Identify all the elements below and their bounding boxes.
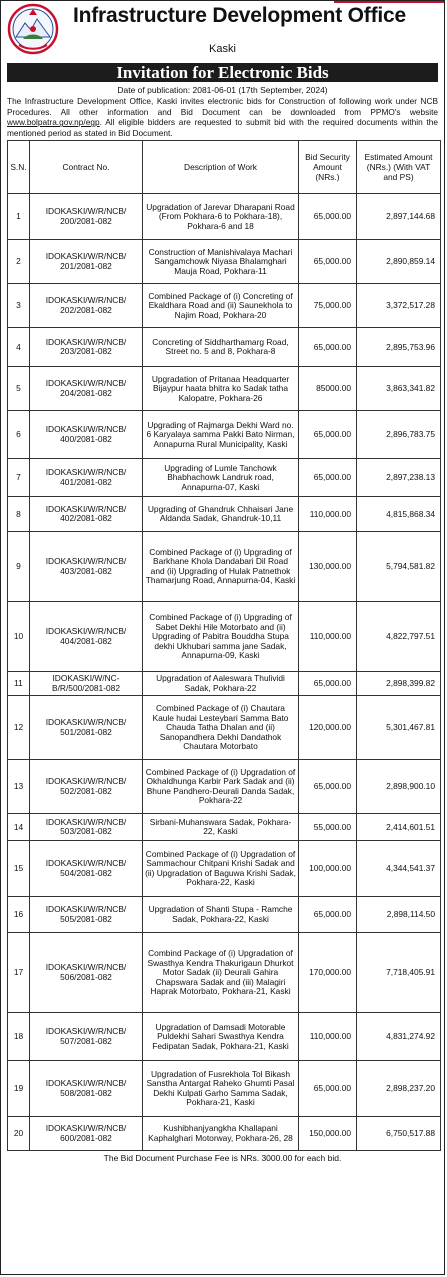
table-row [8, 897, 441, 933]
row-bid-security: 100,000.00 [299, 841, 357, 897]
row-estimated-amount: 4,815,868.34 [357, 497, 441, 532]
row-contract-no: IDOKASKI/W/R/NCB/ 600/2081-082 [30, 1117, 143, 1151]
row-description: Upgrading of Lumle Tanchowk Bhabhachowk Landruk road, Annapurna-07, Kaski [143, 459, 299, 497]
row-sn: 5 [8, 367, 30, 411]
row-description: Concreting of Siddharthamarg Road, Street no. 5 and 8, Pokhara-8 [143, 328, 299, 367]
row-estimated-amount: 4,831,274.92 [357, 1013, 441, 1061]
table-header-row [8, 141, 441, 194]
row-description: Upgradation of Shanti Stupa - Ramche Sadak, Pokhara-22, Kaski [143, 897, 299, 933]
row-description: Combined Package of (i) Concreting of Ekaldhara Road and (ii) Saunekhola to Najim Road, Pokhara-20 [143, 284, 299, 328]
table-row [8, 367, 441, 411]
row-estimated-amount: 2,890,859.14 [357, 240, 441, 284]
row-contract-no: IDOKASKI/W/R/NCB/ 201/2081-082 [30, 240, 143, 284]
row-contract-no: IDOKASKI/W/NC-B/R/500/2081-082 [30, 672, 143, 696]
table-row [8, 1061, 441, 1117]
table-row [8, 497, 441, 532]
row-contract-no: IDOKASKI/W/R/NCB/ 401/2081-082 [30, 459, 143, 497]
table-row [8, 814, 441, 841]
header-contract-no: Contract No. [30, 141, 143, 194]
row-sn: 2 [8, 240, 30, 284]
row-bid-security: 65,000.00 [299, 897, 357, 933]
bid-table [7, 140, 441, 1151]
row-contract-no: IDOKASKI/W/R/NCB/ 200/2081-082 [30, 194, 143, 240]
header [1, 1, 444, 63]
row-estimated-amount: 2,895,753.96 [357, 328, 441, 367]
row-description: Construction of Manishivalaya Machari Sangamchowk Niyasa Bhalamghari Mauja Road, Pokhara-11 [143, 240, 299, 284]
row-bid-security: 110,000.00 [299, 1013, 357, 1061]
row-sn: 6 [8, 411, 30, 459]
row-estimated-amount: 2,897,144.68 [357, 194, 441, 240]
office-name: Infrastructure Development Office [73, 4, 406, 27]
row-description: Combined Package of (i) Upgrading of Barkhane Khola Dandabari Dil Road and (ii) Upgrading of Hulak Patnethok Thamarjung Road, Annapurna-04, Kaski [143, 532, 299, 602]
row-bid-security: 65,000.00 [299, 411, 357, 459]
row-bid-security: 65,000.00 [299, 459, 357, 497]
row-description: Upgrading of Ghandruk Chhaisari Jane Aldanda Sadak, Ghandruk-10,11 [143, 497, 299, 532]
row-sn: 15 [8, 841, 30, 897]
row-description: Combined Package of (i) Upgradation of Sammachour Chitpani Krishi Sadak and (ii) Upgradation of Baguwa Krishi Sadak, Pokhara-22, Kaski [143, 841, 299, 897]
row-bid-security: 65,000.00 [299, 194, 357, 240]
table-row [8, 672, 441, 696]
table-row [8, 602, 441, 672]
ppmo-website-link[interactable]: www.bolpatra.gov.np/egp [7, 117, 100, 128]
intro-text: The Infrastructure Development Office, Kaski invites electronic bids for Construction of following work under NCB Procedures. All other information and Bid Document can be downloaded from PPMO's website [7, 96, 438, 117]
row-contract-no: IDOKASKI/W/R/NCB/ 504/2081-082 [30, 841, 143, 897]
row-contract-no: IDOKASKI/W/R/NCB/ 400/2081-082 [30, 411, 143, 459]
row-estimated-amount: 2,897,238.13 [357, 459, 441, 497]
row-contract-no: IDOKASKI/W/R/NCB/ 501/2081-082 [30, 696, 143, 760]
row-description: Combined Package of (i) Upgrading of Sabet Dekhi Hile Motorbato and (ii) Upgrading of Pabitra Bouddha Stupa dekhi Ukhubari samma jane Sadak, Annapurna-09, Kaski [143, 602, 299, 672]
row-estimated-amount: 2,414,601.51 [357, 814, 441, 841]
row-contract-no: IDOKASKI/W/R/NCB/ 203/2081-082 [30, 328, 143, 367]
row-description: Combined Package of (i) Chautara Kaule hudai Lesteybari Samma Bato Chauda Tatha Dhalan and (ii) Sanopandhera Dekhi Dandathok Chautara Motorbato [143, 696, 299, 760]
table-row [8, 240, 441, 284]
row-description: Upgradation of Pritanaa Headquarter Bijaypur haata bhitra ko Sadak tatha Kalopatre, Pokhara-26 [143, 367, 299, 411]
table-row [8, 841, 441, 897]
row-estimated-amount: 2,896,783.75 [357, 411, 441, 459]
table-row [8, 1013, 441, 1061]
row-estimated-amount: 2,898,114.50 [357, 897, 441, 933]
row-contract-no: IDOKASKI/W/R/NCB/ 503/2081-082 [30, 814, 143, 841]
row-bid-security: 120,000.00 [299, 696, 357, 760]
district-name: Kaski [209, 43, 236, 55]
row-contract-no: IDOKASKI/W/R/NCB/ 507/2081-082 [30, 1013, 143, 1061]
header-bid-security: Bid Security Amount (NRs.) [299, 141, 357, 194]
row-description: Upgradation of Jarevar Dharapani Road (From Pokhara-6 to Pokhara-18), Pokhara-6 and 18 [143, 194, 299, 240]
row-sn: 18 [8, 1013, 30, 1061]
row-contract-no: IDOKASKI/W/R/NCB/ 508/2081-082 [30, 1061, 143, 1117]
row-sn: 20 [8, 1117, 30, 1151]
table-row [8, 1117, 441, 1151]
row-estimated-amount: 5,301,467.81 [357, 696, 441, 760]
row-description: Upgradation of Fusrekhola Tol Bikash Sanstha Antargat Raheko Ghumti Pasal Dekhi Kulpati Garho Samma Sadak, Pokhara-21, Kaski [143, 1061, 299, 1117]
row-sn: 13 [8, 760, 30, 814]
row-sn: 7 [8, 459, 30, 497]
row-bid-security: 110,000.00 [299, 602, 357, 672]
row-description: Upgradation of Damsadi Motorable Puldekhi Sahari Swasthya Kendra Fedipatan Sadak, Pokhara-21, Kaski [143, 1013, 299, 1061]
table-row [8, 933, 441, 1013]
row-contract-no: IDOKASKI/W/R/NCB/ 202/2081-082 [30, 284, 143, 328]
table-row [8, 459, 441, 497]
table-row [8, 284, 441, 328]
row-description: Kushibhanjyangkha Khallapani Kaphalghari Motorway, Pokhara-26, 28 [143, 1117, 299, 1151]
row-contract-no: IDOKASKI/W/R/NCB/ 502/2081-082 [30, 760, 143, 814]
row-contract-no: IDOKASKI/W/R/NCB/ 404/2081-082 [30, 602, 143, 672]
row-bid-security: 65,000.00 [299, 240, 357, 284]
publication-date: Date of publication: 2081-06-01 (17th September, 2024) [117, 85, 328, 95]
row-sn: 17 [8, 933, 30, 1013]
purchase-fee-note: The Bid Document Purchase Fee is NRs. 3000.00 for each bid. [103, 1153, 342, 1164]
row-sn: 19 [8, 1061, 30, 1117]
row-bid-security: 85000.00 [299, 367, 357, 411]
row-sn: 4 [8, 328, 30, 367]
row-contract-no: IDOKASKI/W/R/NCB/ 402/2081-082 [30, 497, 143, 532]
row-bid-security: 170,000.00 [299, 933, 357, 1013]
row-bid-security: 65,000.00 [299, 328, 357, 367]
row-contract-no: IDOKASKI/W/R/NCB/ 403/2081-082 [30, 532, 143, 602]
row-bid-security: 65,000.00 [299, 1061, 357, 1117]
row-sn: 9 [8, 532, 30, 602]
row-estimated-amount: 4,822,797.51 [357, 602, 441, 672]
row-estimated-amount: 2,898,399.82 [357, 672, 441, 696]
row-sn: 16 [8, 897, 30, 933]
row-contract-no: IDOKASKI/W/R/NCB/ 204/2081-082 [30, 367, 143, 411]
row-description: Combind Package of (i) Upgradation of Swasthya Kendra Thakurigaun Dhurkot Motor Sadak (ii) Deurali Gahira Chapswara Sadak and (iii) Malagiri Haprak Motorbato, Pokhara-21, Kaski [143, 933, 299, 1013]
row-estimated-amount: 4,344,541.37 [357, 841, 441, 897]
table-row [8, 411, 441, 459]
header-description: Description of Work [143, 141, 299, 194]
row-estimated-amount: 3,863,341.82 [357, 367, 441, 411]
row-sn: 8 [8, 497, 30, 532]
table-row [8, 328, 441, 367]
row-estimated-amount: 6,750,517.88 [357, 1117, 441, 1151]
intro-text-end: . All eligible bidders are requested to submit bid with the required documents within the mentioned period as stated in Bid Document. [7, 117, 438, 138]
row-estimated-amount: 7,718,405.91 [357, 933, 441, 1013]
row-bid-security: 65,000.00 [299, 672, 357, 696]
row-description: Upgradation of Aaleswara Thulividi Sadak, Pokhara-22 [143, 672, 299, 696]
row-estimated-amount: 2,898,900.10 [357, 760, 441, 814]
notice-banner: Invitation for Electronic Bids [7, 63, 438, 82]
table-row [8, 194, 441, 240]
table-row [8, 696, 441, 760]
table-row [8, 760, 441, 814]
row-sn: 11 [8, 672, 30, 696]
row-contract-no: IDOKASKI/W/R/NCB/ 505/2081-082 [30, 897, 143, 933]
row-sn: 3 [8, 284, 30, 328]
row-estimated-amount: 2,898,237.20 [357, 1061, 441, 1117]
row-sn: 10 [8, 602, 30, 672]
row-sn: 14 [8, 814, 30, 841]
row-sn: 1 [8, 194, 30, 240]
row-description: Sirbani-Muhanswara Sadak, Pokhara-22, Kaski [143, 814, 299, 841]
row-description: Combined Package of (i) Upgradation of Okhaldhunga Karbir Park Sadak and (ii) Bhune Pandhero-Deurali Danda Sadak, Pokhara-22 [143, 760, 299, 814]
intro-paragraph [1, 96, 444, 138]
row-bid-security: 75,000.00 [299, 284, 357, 328]
header-estimated-amount: Estimated Amount (NRs.) (With VAT and PS) [357, 141, 441, 194]
row-bid-security: 130,000.00 [299, 532, 357, 602]
row-estimated-amount: 3,372,517.28 [357, 284, 441, 328]
table-row [8, 532, 441, 602]
row-bid-security: 65,000.00 [299, 760, 357, 814]
row-estimated-amount: 5,794,581.82 [357, 532, 441, 602]
row-sn: 12 [8, 696, 30, 760]
row-bid-security: 150,000.00 [299, 1117, 357, 1151]
row-bid-security: 110,000.00 [299, 497, 357, 532]
header-sn: S.N. [8, 141, 30, 194]
row-description: Upgrading of Rajmarga Dekhi Ward no. 6 Karyalaya samma Pakki Bato Nirman, Annapurna Rural Municipality, Kaski [143, 411, 299, 459]
row-bid-security: 55,000.00 [299, 814, 357, 841]
row-contract-no: IDOKASKI/W/R/NCB/ 506/2081-082 [30, 933, 143, 1013]
